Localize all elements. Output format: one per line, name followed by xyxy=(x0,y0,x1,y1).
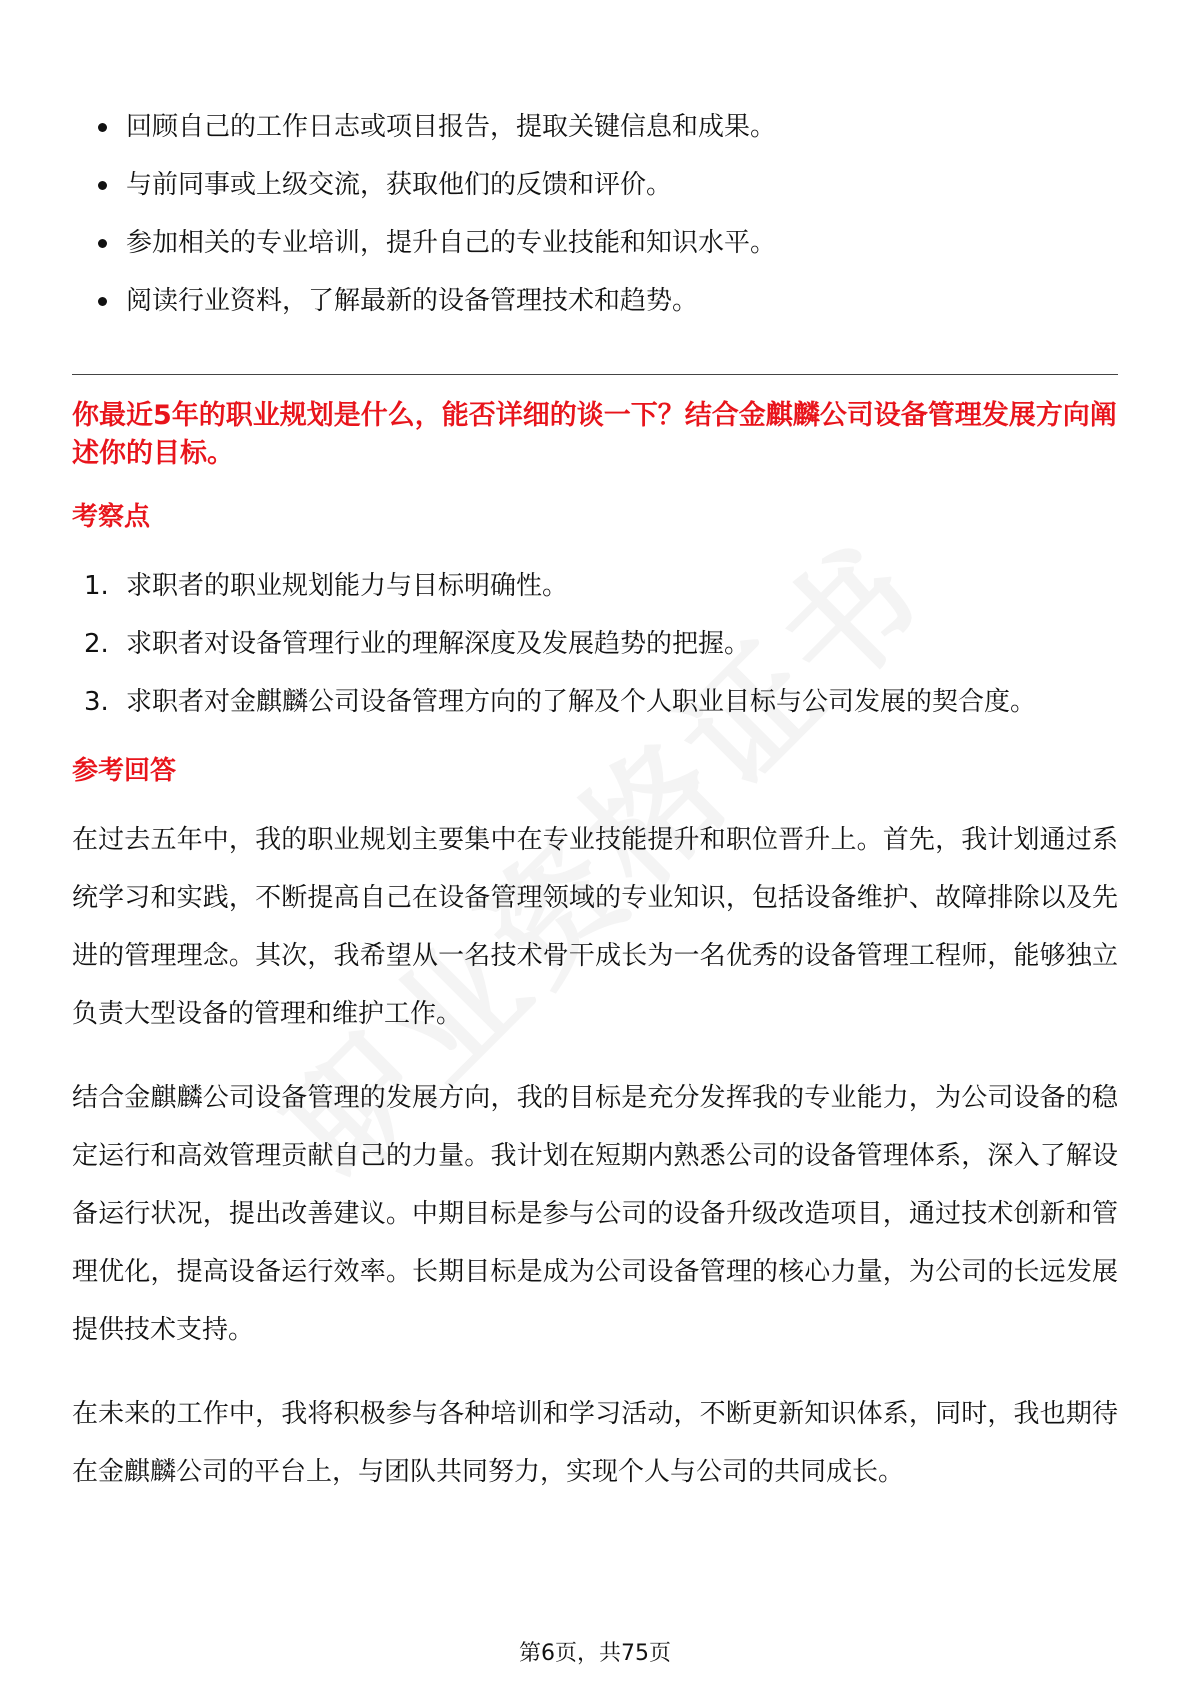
answer-paragraph: 在过去五年中，我的职业规划主要集中在专业技能提升和职位晋升上。首先，我计划通过系统学习和实践，不断提高自己在设备管理领域的专业知识，包括设备维护、故障排除以及先进的管理理念。其次，我希望从一名技术骨干成长为一名优秀的设备管理工程师，能够独立负责大型设备的管理和维护工作。 xyxy=(72,825,1118,1029)
tips-bullet-list xyxy=(72,98,1118,330)
section-divider xyxy=(72,374,1118,375)
focus-points-list xyxy=(72,557,1118,731)
list-item xyxy=(72,98,1118,156)
bullet-dot-icon xyxy=(98,181,107,190)
answer-paragraph: 结合金麒麟公司设备管理的发展方向，我的目标是充分发挥我的专业能力，为公司设备的稳定运行和高效管理贡献自己的力量。我计划在短期内熟悉公司的设备管理体系，深入了解设备运行状况，提出改善建议。中期目标是参与公司的设备升级改造项目，通过技术创新和管理优化，提高设备运行效率。长期目标是成为公司设备管理的核心力量，为公司的长远发展提供技术支持。 xyxy=(72,1083,1118,1345)
page-content xyxy=(72,98,1118,1527)
bullet-text: 与前同事或上级交流，获取他们的反馈和评价。 xyxy=(126,170,673,200)
item-text: 求职者对设备管理行业的理解深度及发展趋势的把握。 xyxy=(126,629,751,659)
bullet-dot-icon xyxy=(98,239,107,248)
list-item xyxy=(72,214,1118,272)
list-item xyxy=(72,557,1118,615)
item-number: 2. xyxy=(84,629,109,659)
bullet-text: 回顾自己的工作日志或项目报告，提取关键信息和成果。 xyxy=(126,112,777,142)
answer-heading: 参考回答 xyxy=(72,756,177,786)
bullet-dot-icon xyxy=(98,123,107,132)
interview-question: 你最近5年的职业规划是什么，能否详细的谈一下？结合金麒麟公司设备管理发展方向阐述你的目标。 xyxy=(72,400,1117,469)
item-text: 求职者的职业规划能力与目标明确性。 xyxy=(126,571,569,601)
list-item xyxy=(72,156,1118,214)
item-number: 3. xyxy=(84,687,109,717)
answer-paragraph: 在未来的工作中，我将积极参与各种培训和学习活动，不断更新知识体系，同时，我也期待在金麒麟公司的平台上，与团队共同努力，实现个人与公司的共同成长。 xyxy=(72,1399,1118,1487)
list-item xyxy=(72,673,1118,731)
bullet-text: 阅读行业资料，了解最新的设备管理技术和趋势。 xyxy=(126,286,699,316)
item-number: 1. xyxy=(84,571,109,601)
page-number-footer: 第6页，共75页 xyxy=(519,1641,671,1666)
bullet-text: 参加相关的专业培训，提升自己的专业技能和知识水平。 xyxy=(126,228,777,258)
list-item xyxy=(72,615,1118,673)
list-item xyxy=(72,272,1118,330)
focus-heading: 考察点 xyxy=(72,502,151,532)
bullet-dot-icon xyxy=(98,297,107,306)
item-text: 求职者对金麒麟公司设备管理方向的了解及个人职业目标与公司发展的契合度。 xyxy=(126,687,1037,717)
